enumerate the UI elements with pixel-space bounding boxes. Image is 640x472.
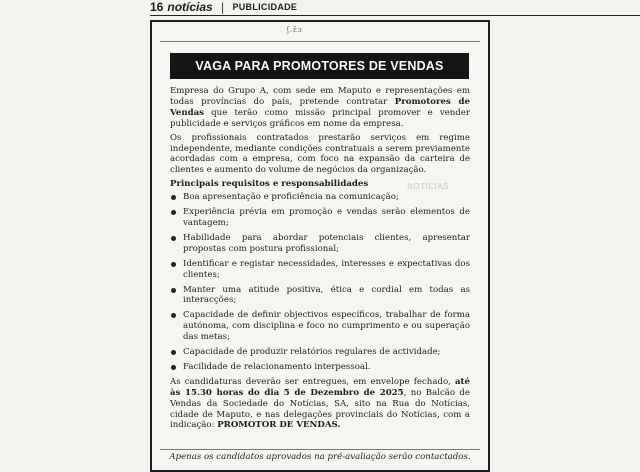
list-item: Habilidade para abordar potenciais clientes, apresentar propostas com postura profissional; xyxy=(170,233,470,255)
bullet-icon xyxy=(171,313,176,318)
ad-title xyxy=(170,53,469,79)
newspaper-brand: notícias xyxy=(167,0,213,14)
terms-paragraph: Os profissionais contratados prestarão serviços em regime independente, mediante condições contratuais a serem previamente acordadas com a empresa, com foco na expansão da carteira de clientes e aumento do volume de negócios da organização. xyxy=(170,132,470,176)
application-instructions: As candidaturas deverão ser entregues, em envelope fechado, até às 15.30 horas do dia 5 de Dezembro de 2025, no Balcão de Vendas da Sociedade do Notícias, SA, sito na Rua do Notícias, cidade de Maputo, e nas delegações provinciais do Notícias, com a indicação: PROMOTOR DE VENDAS. xyxy=(170,376,470,431)
job-advertisement xyxy=(150,20,490,472)
list-item: Facilidade de relacionamento interpessoal. xyxy=(170,362,470,373)
list-item: Capacidade de definir objectivos específicos, trabalhar de forma autónoma, com disciplina e foco no cumprimento e ou superação das metas; xyxy=(170,310,470,343)
bullet-icon xyxy=(171,195,176,200)
page-header xyxy=(150,0,640,14)
bullet-icon xyxy=(171,365,176,370)
header-divider xyxy=(150,15,640,16)
bullet-icon xyxy=(171,288,176,293)
ad-body xyxy=(170,86,470,434)
bullet-icon xyxy=(171,236,176,241)
background-watermark: NOTÍCIAS xyxy=(407,182,449,191)
list-item: Identificar e registar necessidades, interesses e expectativas dos clientes; xyxy=(170,259,470,281)
top-divider xyxy=(160,41,480,42)
list-item: Boa apresentação e proficiência na comunicação; xyxy=(170,192,470,203)
envelope-indication: PROMOTOR DE VENDAS. xyxy=(217,420,341,431)
requirements-heading: Principais requisitos e responsabilidades xyxy=(170,179,369,190)
top-mark: ʃ.ɛ̃ɔ xyxy=(287,26,303,34)
list-item: Experiência prévia em promoção e vendas serão elementos de vantagem; xyxy=(170,207,470,229)
list-item: Capacidade de produzir relatórios regulares de actividade; xyxy=(170,347,470,358)
deadline: até às 15.30 horas do dia 5 de Dezembro de 2025 xyxy=(170,376,470,398)
intro-paragraph: Empresa do Grupo A, com sede em Maputo e representações em todas províncias do país, pretende contratar Promotores de Vendas que terão como missão principal promover e vender publicidade e serviços gráficos em nome da empresa. xyxy=(170,86,470,129)
section-label: PUBLICIDADE xyxy=(232,2,298,12)
list-item: Manter uma atitude positiva, ética e cordial em todas as interacções; xyxy=(170,285,470,307)
requirements-list xyxy=(170,192,470,373)
bottom-divider xyxy=(160,449,480,450)
ad-title-text: VAGA PARA PROMOTORES DE VENDAS xyxy=(195,59,444,73)
role-highlight: Promotores de Vendas xyxy=(170,96,470,118)
bullet-icon xyxy=(171,262,176,267)
header-separator: | xyxy=(220,0,225,14)
page-number: 16 xyxy=(150,0,164,14)
footnote: Apenas os candidatos aprovados na pré-avaliação serão contactados. xyxy=(169,452,471,462)
bullet-icon xyxy=(171,350,176,355)
bullet-icon xyxy=(171,210,176,215)
